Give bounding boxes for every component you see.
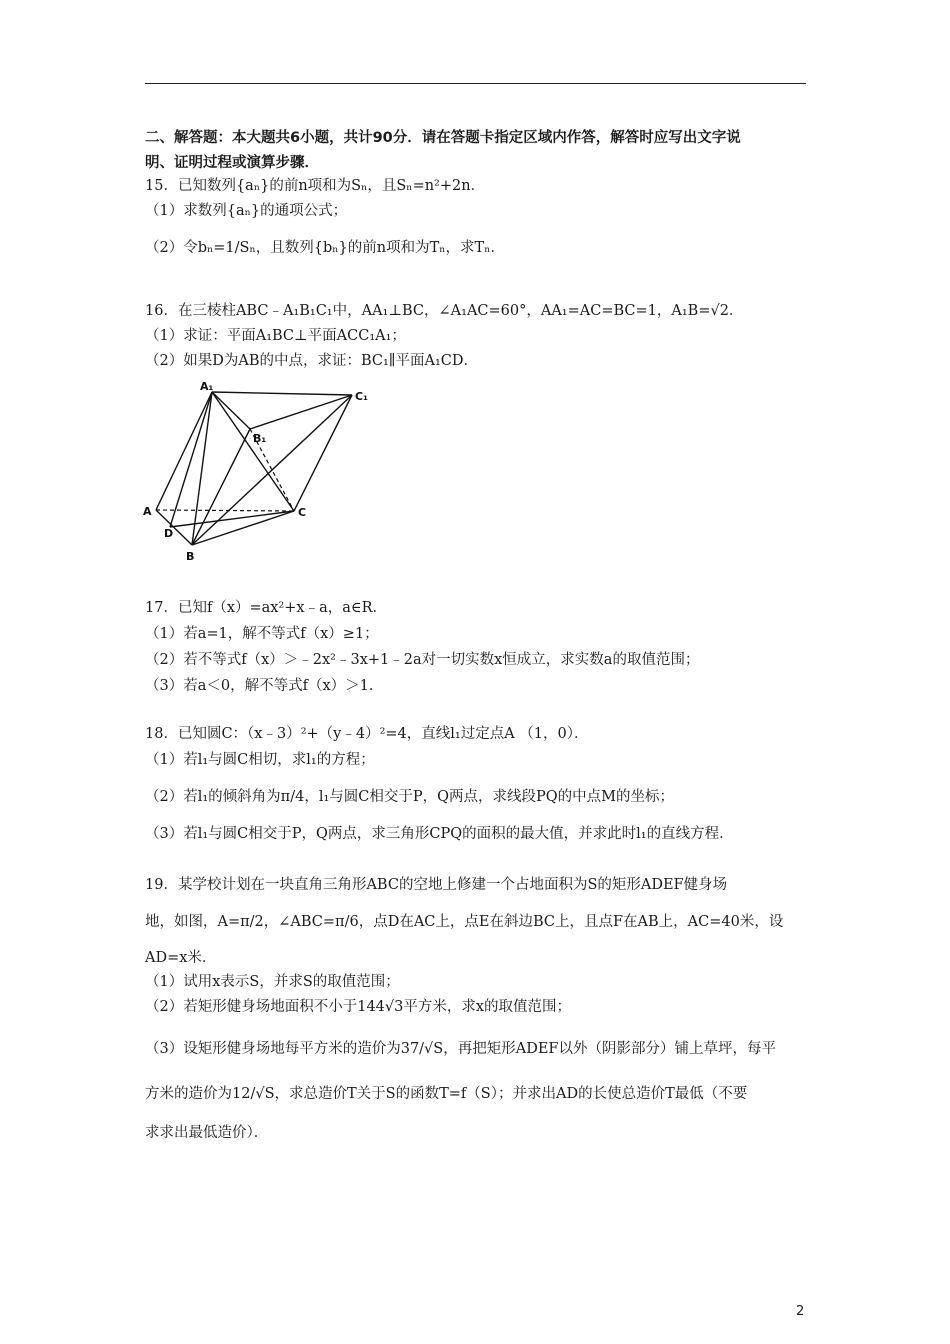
q16-stem: 16．在三棱柱ABC﹣A₁B₁C₁中，AA₁⊥BC，∠A₁AC=60°，AA₁=AC=BC=1，A₁B=√2． bbox=[145, 303, 744, 319]
q19-stem-line3: AD=x米． bbox=[145, 950, 217, 966]
page-number: 2 bbox=[796, 1304, 805, 1319]
q19-stem-line1: 19．某学校计划在一块直角三角形ABC的空地上修建一个占地面积为S的矩形ADEF健身场 bbox=[145, 877, 728, 893]
q16-part1: （1）求证：平面A₁BC⊥平面ACC₁A₁； bbox=[145, 328, 406, 344]
q18-stem: 18．已知圆C：（x﹣3）²+（y﹣4）²=4，直线l₁过定点A （1，0）． bbox=[145, 726, 589, 742]
q19-part1: （1）试用x表示S，并求S的取值范围； bbox=[145, 974, 400, 990]
edge-a1c1 bbox=[212, 392, 352, 395]
edge-b1b bbox=[192, 429, 250, 545]
edge-c1c bbox=[294, 395, 352, 511]
q19-stem-line2: 地，如图，A=π/2，∠ABC=π/6，点D在AC上，点E在斜边BC上，且点F在AB上，AC=40米，设 bbox=[145, 914, 784, 930]
q15-part1: （1）求数列{aₙ}的通项公式； bbox=[145, 203, 348, 219]
edge-b1c1 bbox=[250, 395, 352, 429]
edge-a1c bbox=[212, 392, 294, 511]
label-b1: B₁ bbox=[253, 432, 267, 445]
edge-ac-hidden bbox=[156, 510, 294, 511]
q19-part3-line2: 方米的造价为12/√S，求总造价T关于S的函数T=f（S）；并求出AD的长使总造价T最低（不要 bbox=[145, 1086, 748, 1102]
label-c1: C₁ bbox=[355, 390, 368, 403]
q17-part3: （3）若a＜0，解不等式f（x）＞1． bbox=[145, 678, 384, 694]
section-heading-line1: 二、解答题：本大题共6小题，共计90分．请在答题卡指定区域内作答，解答时应写出文字说 bbox=[145, 130, 741, 146]
edge-a1d bbox=[170, 392, 212, 527]
q17-part1: （1）若a=1，解不等式f（x）≥1； bbox=[145, 626, 379, 642]
q18-part2: （2）若l₁的倾斜角为π/4，l₁与圆C相交于P，Q两点，求线段PQ的中点M的坐标； bbox=[145, 789, 674, 805]
q19-part3-line1: （3）设矩形健身场地每平方米的造价为37/√S，再把矩形ADEF以外（阴影部分）铺上草坪，每平 bbox=[145, 1041, 776, 1057]
prism-figure bbox=[140, 380, 380, 565]
edge-a1b1 bbox=[212, 392, 250, 429]
label-b: B bbox=[186, 550, 195, 563]
label-c: C bbox=[298, 506, 307, 519]
q15-part2: （2）令bₙ=1/Sₙ，且数列{bₙ}的前n项和为Tₙ，求Tₙ． bbox=[145, 240, 505, 256]
label-a: A bbox=[143, 505, 152, 518]
q15-stem: 15．已知数列{aₙ}的前n项和为Sₙ，且Sₙ=n²+2n． bbox=[145, 178, 486, 194]
edge-bc bbox=[192, 511, 294, 545]
q18-part3: （3）若l₁与圆C相交于P，Q两点，求三角形CPQ的面积的最大值，并求此时l₁的直线方程． bbox=[145, 826, 734, 842]
section-heading-line2: 明、证明过程或演算步骤． bbox=[145, 155, 319, 171]
q18-part1: （1）若l₁与圆C相切，求l₁的方程； bbox=[145, 752, 375, 768]
label-a1: A₁ bbox=[200, 380, 214, 393]
edge-dc bbox=[170, 511, 294, 527]
q19-part3-line3: 求求出最低造价）． bbox=[145, 1125, 269, 1141]
edge-bc1 bbox=[192, 395, 352, 545]
header-rule bbox=[145, 83, 806, 84]
q17-part2: （2）若不等式f（x）＞﹣2x²﹣3x+1﹣2a对一切实数x恒成立，求实数a的取值范围； bbox=[145, 652, 700, 668]
q16-part2: （2）如果D为AB的中点，求证：BC₁∥平面A₁CD． bbox=[145, 353, 479, 369]
q19-part2: （2）若矩形健身场地面积不小于144√3平方米，求x的取值范围； bbox=[145, 999, 572, 1015]
label-d: D bbox=[164, 527, 174, 540]
q17-stem: 17．已知f（x）=ax²+x﹣a，a∈R． bbox=[145, 600, 388, 616]
